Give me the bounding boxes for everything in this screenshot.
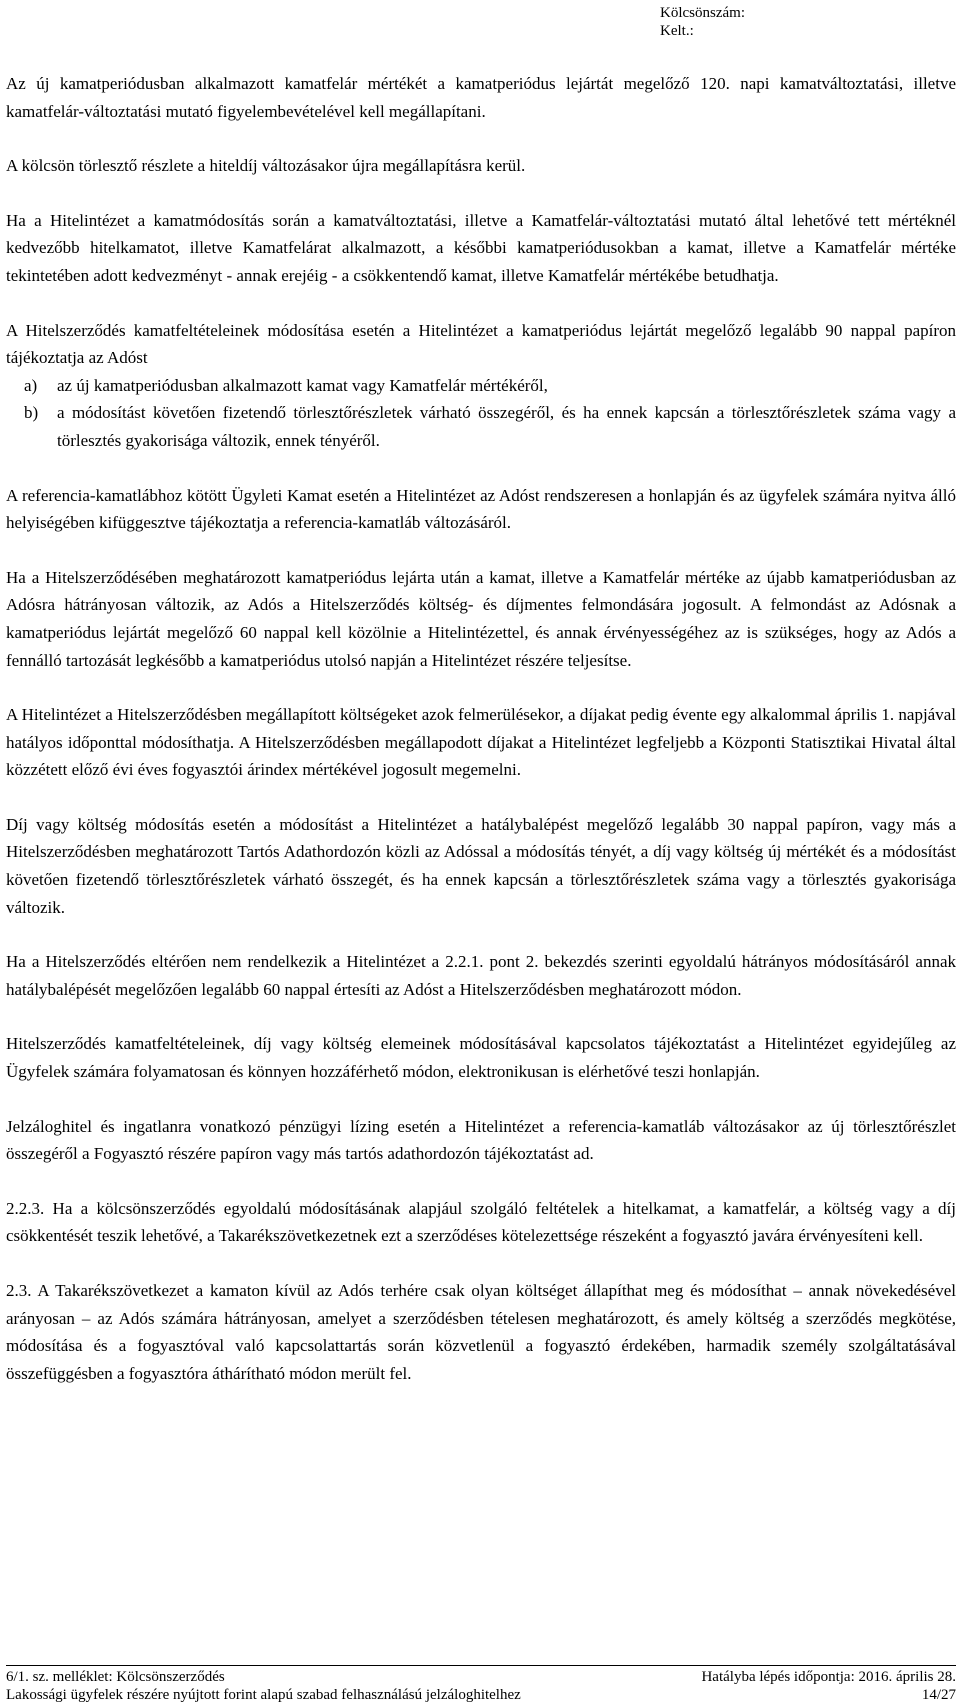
list-item bbox=[6, 372, 956, 400]
annex-label: 6/1. sz. melléklet: Kölcsönszerződés bbox=[6, 1669, 225, 1685]
date-label: Kelt.: bbox=[660, 23, 694, 39]
paragraph: Ha a Hitelszerződésében meghatározott kamatperiódus lejárta után a kamat, illetve a Kamatfelár mértéke az újabb kamatperiódusban az Adósra hátrányosan változik, az Adós a Hitelszerződés költség- és díjmentes felmondására jogosult. A felmondást az Adósnak a kamatperiódus lejártát megelőző 60 nappal kell közölnie a Hitelintézettel, és annak érvényességéhez az is szükséges, hogy az Adós a fennálló tartozását legkésőbb a kamatperiódus utolsó napján a Hitelintézet részére teljesítse. bbox=[6, 567, 956, 670]
paragraph: A referencia-kamatlábhoz kötött Ügyleti Kamat esetén a Hitelintézet az Adóst rendszeresen a honlapján és az ügyfelek számára nyitva álló helyiségében kifüggesztve tájékoztatja a referencia-kamatláb változásáról. bbox=[6, 485, 956, 533]
product-label: Lakossági ügyfelek részére nyújtott forint alapú szabad felhasználású jelzáloghitelhez bbox=[6, 1687, 521, 1703]
paragraph: A Hitelintézet a Hitelszerződésben megállapított költségeket azok felmerülésekor, a díjakat pedig évente egy alkalommal április 1. napjával hatályos időponttal módosíthatja. A Hitelszerződésben megállapodott díjakat a Hitelintézet legfeljebb a Központi Statisztikai Hivatal által közzétett előző évi éves fogyasztói árindex mértékével jogosult megemelni. bbox=[6, 705, 956, 780]
paragraph: A Hitelszerződés kamatfeltételeinek módosítása esetén a Hitelintézet a kamatperiódus lejártát megelőző legalább 90 nappal papíron tájékoztatja az Adóst bbox=[6, 320, 956, 368]
paragraph: 2.2.3. Ha a kölcsönszerződés egyoldalú módosításának alapjául szolgáló feltételek a hitelkamat, a kamatfelár, a költség vagy a díj csökkentését teszik lehetővé, a Takarékszövetkezetnek ezt a szerződéses kötelezettsége részeként a fogyasztó javára érvényesíteni kell. bbox=[6, 1198, 956, 1246]
document-body bbox=[6, 70, 956, 1414]
effective-date: Hatályba lépés időpontja: 2016. április 28. bbox=[701, 1669, 956, 1685]
page-header bbox=[660, 4, 745, 40]
list-marker: b) bbox=[24, 403, 39, 423]
list-item bbox=[6, 399, 956, 454]
page-number: 14/27 bbox=[921, 1687, 956, 1703]
list-marker: a) bbox=[24, 375, 38, 395]
paragraph: 2.3. A Takarékszövetkezet a kamaton kívül az Adós terhére csak olyan költséget állapíthat meg és módosíthat – annak növekedésével arányosan – az Adós számára hátrányosan, amelyet a szerződésben tételesen meghatározott, és amely költség a szerződés megkötése, módosítása és a fogyasztóval való kapcsolattartás során közvetlenül a fogyasztó érdekében, harmadik személy szolgáltatásával összefüggésben a fogyasztóra áthárítható módon merült fel. bbox=[6, 1281, 956, 1383]
list-item-text: a módosítást követően fizetendő törlesztőrészletek várható összegéről, és ha ennek kapcsán a törlesztőrészletek száma vagy a törlesztés gyakorisága változik, ennek tényéről. bbox=[57, 403, 956, 450]
paragraph: Díj vagy költség módosítás esetén a módosítást a Hitelintézet a hatálybalépést megelőző legalább 30 nappal papíron, vagy más a Hitelszerződésben meghatározott Tartós Adathordozón közli az Adóssal a módosítás tényét, a díj vagy költség új mértékét és a módosítást követően fizetendő törlesztőrészletek várható összegét, és ha ennek kapcsán a törlesztőrészletek száma vagy a törlesztés gyakorisága változik. bbox=[6, 814, 956, 917]
page-footer bbox=[6, 1665, 956, 1704]
loan-number-label: Kölcsönszám: bbox=[660, 5, 745, 21]
paragraph: A kölcsön törlesztő részlete a hiteldíj változásakor újra megállapításra kerül. bbox=[6, 156, 526, 176]
paragraph: Az új kamatperiódusban alkalmazott kamatfelár mértékét a kamatperiódus lejártát megelőző 120. napi kamatváltoztatási, illetve kamatfelár-változtatási mutató figyelembevételével kell megállapítani. bbox=[6, 74, 956, 121]
paragraph: Ha a Hitelintézet a kamatmódosítás során a kamatváltoztatási, illetve a Kamatfelár-változtatási mutató által lehetővé tett mértéknél kedvezőbb hitelkamatot, illetve Kamatfelárat alkalmazott, a későbbi kamatperiódusokban a kamat, illetve a Kamatfelár mértéke tekintetében adott kedvezményt - annak erejéig - a csökkentendő kamat, illetve Kamatfelár mértékébe betudhatja. bbox=[6, 210, 956, 285]
paragraph: Hitelszerződés kamatfeltételeinek, díj vagy költség elemeinek módosításával kapcsolatos tájékoztatást a Hitelintézet egyidejűleg az Ügyfelek számára folyamatosan és könnyen hozzáférhető módon, elektronikusan is elérhetővé teszi honlapján. bbox=[6, 1034, 956, 1082]
paragraph: Ha a Hitelszerződés eltérően nem rendelkezik a Hitelintézet a 2.2.1. pont 2. bekezdés szerinti egyoldalú hátrányos módosításáról annak hatálybalépését megelőzően legalább 60 nappal értesíti az Adóst a Hitelszerződésben meghatározott módon. bbox=[6, 952, 956, 999]
paragraph: Jelzáloghitel és ingatlanra vonatkozó pénzügyi lízing esetén a Hitelintézet a referencia-kamatláb változásakor az új törlesztőrészlet összegéről a Fogyasztó részére papíron vagy más tartós adathordozón tájékoztatást ad. bbox=[6, 1116, 956, 1164]
notification-list bbox=[6, 372, 956, 455]
list-item-text: az új kamatperiódusban alkalmazott kamat vagy Kamatfelár mértékéről, bbox=[57, 375, 548, 395]
